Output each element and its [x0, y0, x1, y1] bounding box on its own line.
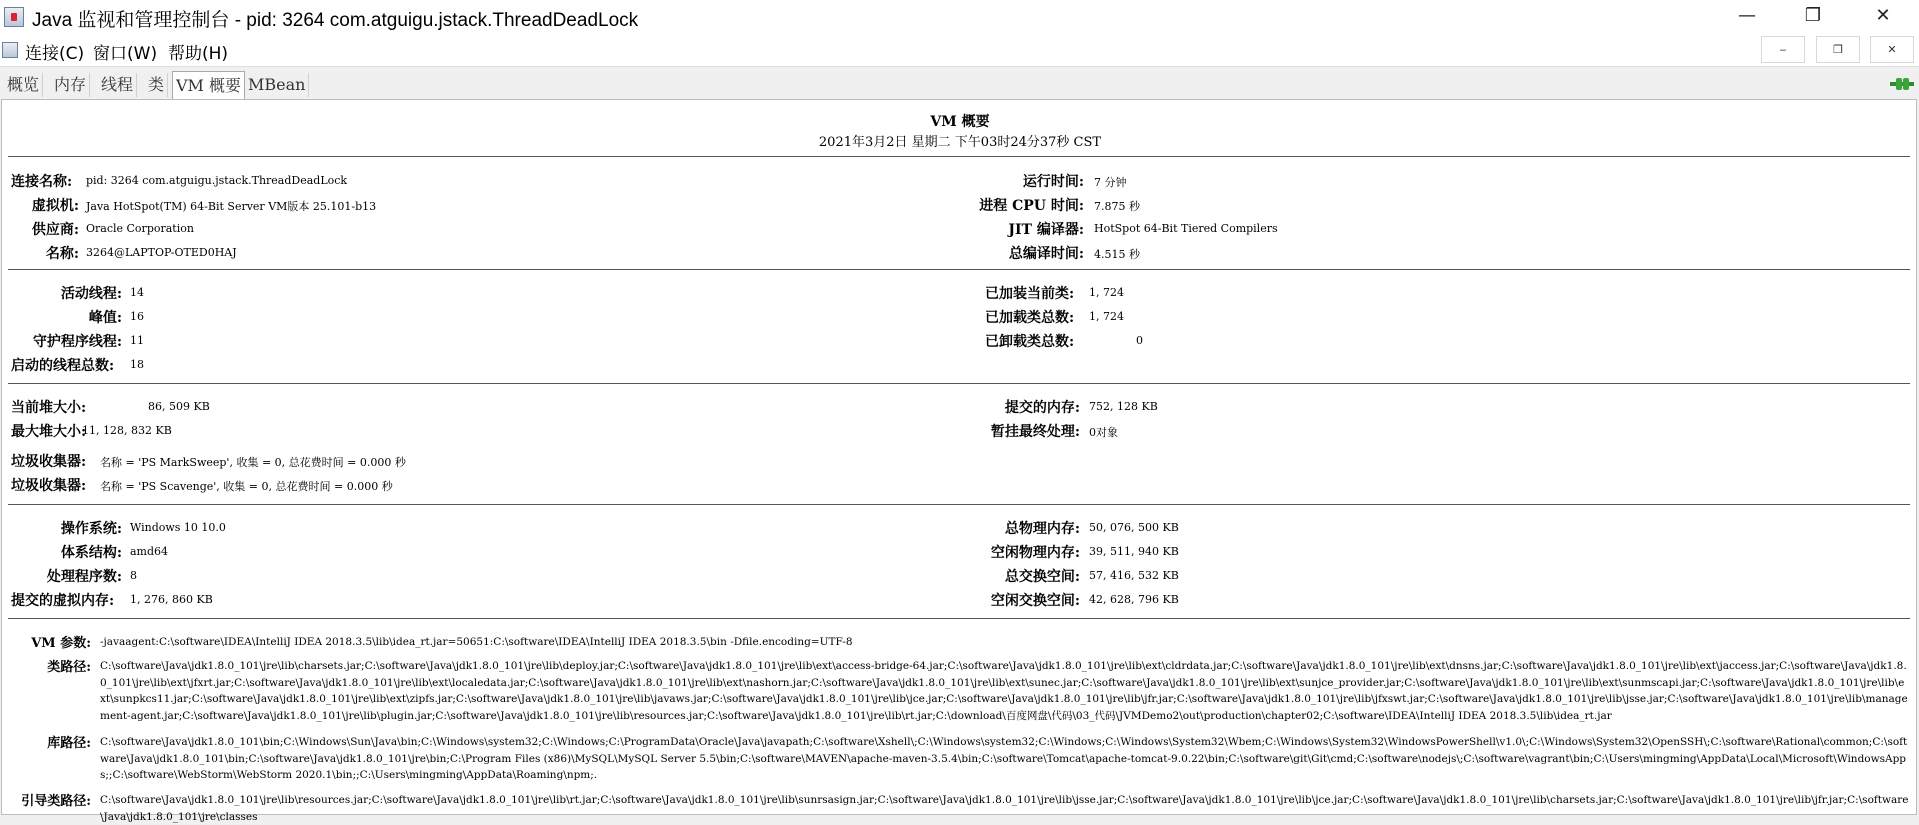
name-value: 3264@LAPTOP-OTED0HAJ [86, 246, 237, 259]
tab-memory[interactable]: 内存 [51, 73, 90, 97]
gc-markSweep-label: 垃圾收集器: [11, 454, 87, 470]
processors-label: 处理程序数: [46, 569, 122, 585]
mdi-minimize-button[interactable]: ‒ [1761, 36, 1805, 63]
total-physical-memory-value: 50, 076, 500 KB [1089, 521, 1179, 534]
started-threads-label: 启动的线程总数: [11, 358, 115, 374]
gc-scavenge-label: 垃圾收集器: [11, 478, 87, 494]
boot-classpath-value: C:\software\Java\jdk1.8.0_101\jre\lib\resources.jar;C:\software\Java\jdk1.8.0_101\jre\lib\rt.jar;C:\software\Java\jdk1.8.0_101\jre\lib\sunrsasign.jar;C:\software\Java\jdk1.8.0_101\jre\lib\jsse.jar;C:\software\Java\jdk1.8.0_101\jre\lib\jce.jar;C:\software\Java\jdk1.8.0_101\jre\lib\charsets.jar;C:\software\Java\jdk1.8.0_101\jre\lib\jfr.jar;C:\software\Java\jdk1.8.0_101\jre\classes [100, 794, 1909, 823]
divider [8, 269, 1910, 270]
live-threads-label: 活动线程: [60, 286, 122, 302]
divider [8, 156, 1910, 157]
committed-memory-label: 提交的内存: [1004, 400, 1080, 416]
loaded-classes-value: 1, 724 [1089, 286, 1124, 299]
total-swap-value: 57, 416, 532 KB [1089, 569, 1179, 582]
summary-title: VM 概要 [930, 114, 990, 130]
architecture-label: 体系结构: [60, 545, 122, 561]
gc-markSweep-value: 名称 = 'PS MarkSweep', 收集 = 0, 总花费时间 = 0.000 秒 [100, 456, 406, 469]
tab-vm-summary[interactable]: VM 概要 [172, 71, 245, 99]
compile-time-label: 总编译时间: [1008, 246, 1084, 262]
summary-datetime: 2021年3月2日 星期二 下午03时24分37秒 CST [818, 135, 1102, 150]
jit-compiler-value: HotSpot 64-Bit Tiered Compilers [1094, 222, 1278, 235]
peak-threads-label: 峰值: [88, 310, 122, 326]
boot-classpath-label: 引导类路径: [21, 794, 91, 809]
uptime-value: 7 分钟 [1094, 176, 1127, 189]
tab-overview[interactable]: 概览 [4, 73, 43, 97]
free-physical-memory-value: 39, 511, 940 KB [1089, 545, 1179, 558]
os-value: Windows 10 10.0 [130, 521, 226, 534]
os-label: 操作系统: [60, 521, 122, 537]
max-heap-label: 最大堆大小: [11, 424, 87, 440]
java-menu-icon [2, 42, 18, 58]
free-swap-label: 空闲交换空间: [990, 593, 1080, 609]
mdi-restore-button[interactable]: ❐ [1816, 36, 1860, 63]
divider [8, 504, 1910, 505]
vm-label: 虚拟机: [31, 198, 79, 214]
vm-value: Java HotSpot(TM) 64-Bit Server VM版本 25.101-b13 [86, 200, 377, 213]
menu-window[interactable]: 窗口(W) [93, 44, 158, 64]
close-button[interactable]: ✕ [1875, 5, 1891, 26]
library-path-value: C:\software\Java\jdk1.8.0_101\bin;C:\Windows\Sun\Java\bin;C:\Windows\system32;C:\Windows;C:\ProgramData\Oracle\Java\javapath;C:\software\Xshell\;C:\Windows\system32;C:\Windows;C:\Windows\System32\Wbem;C:\Windows\System32\WindowsPowerShell\v1.0\;C:\Windows\System32\OpenSSH\;C:\software\Rational\common;C:\software\Java\jdk1.8.0_101\bin;C:\software\Java\jdk1.8.0_101\jre\bin;C:\Program Files (x86)\MySQL\MySQL Server 5.5\bin;C:\software\MAVEN\apache-maven-3.5.4\bin;C:\software\Tomcat\apache-tomcat-9.0.22\bin;C:\software\git\Git\cmd;C:\software\nodejs\;C:\software\vagrant\bin;C:\Users\mingming\AppData\Local\Microsoft\WindowsApps;;C:\software\WebStorm\WebStorm 2020.1\bin;;C:\Users\mingming\AppData\Roaming\npm;. [100, 736, 1908, 781]
peak-threads-value: 16 [130, 310, 144, 323]
committed-memory-value: 752, 128 KB [1089, 400, 1158, 413]
jit-compiler-label: JIT 编译器: [1008, 222, 1084, 238]
unloaded-classes-label: 已卸载类总数: [985, 334, 1075, 350]
java-app-icon [4, 7, 24, 27]
menu-bar [0, 34, 1919, 67]
library-path-label: 库路径: [47, 736, 91, 751]
window-title: Java 监视和管理控制台 - pid: 3264 com.atguigu.jstack.ThreadDeadLock [32, 10, 639, 31]
cpu-time-value: 7.875 秒 [1094, 200, 1140, 213]
divider [8, 383, 1910, 384]
tab-classes[interactable]: 类 [145, 73, 168, 97]
free-swap-value: 42, 628, 796 KB [1089, 593, 1179, 606]
connection-name-label: 连接名称: [11, 174, 73, 190]
connection-name-value: pid: 3264 com.atguigu.jstack.ThreadDeadLock [86, 174, 348, 187]
architecture-value: amd64 [130, 545, 169, 558]
menu-help[interactable]: 帮助(H) [168, 44, 229, 64]
loaded-classes-label: 已加装当前类: [985, 286, 1075, 302]
tab-threads[interactable]: 线程 [98, 73, 137, 97]
committed-virtual-memory-value: 1, 276, 860 KB [130, 593, 213, 606]
total-loaded-classes-label: 已加载类总数: [985, 310, 1075, 326]
restore-button[interactable]: ❐ [1804, 5, 1822, 26]
total-loaded-classes-value: 1, 724 [1089, 310, 1124, 323]
mdi-close-button[interactable]: ✕ [1870, 36, 1914, 63]
pending-finalization-label: 暂挂最终处理: [990, 424, 1080, 440]
heap-size-value: 86, 509 KB [148, 400, 210, 413]
connection-status-icon [1890, 76, 1914, 92]
uptime-label: 运行时间: [1022, 174, 1084, 190]
processors-value: 8 [130, 569, 137, 582]
title-bar [0, 0, 1919, 34]
classpath-value: C:\software\Java\jdk1.8.0_101\jre\lib\charsets.jar;C:\software\Java\jdk1.8.0_101\jre\lib\deploy.jar;C:\software\Java\jdk1.8.0_101\jre\lib\ext\access-bridge-64.jar;C:\software\Java\jdk1.8.0_101\jre\lib\ext\cldrdata.jar;C:\software\Java\jdk1.8.0_101\jre\lib\ext\dnsns.jar;C:\software\Java\jdk1.8.0_101\jre\lib\ext\jaccess.jar;C:\software\Java\jdk1.8.0_101\jre\lib\ext\jfxrt.jar;C:\software\Java\jdk1.8.0_101\jre\lib\ext\localedata.jar;C:\software\Java\jdk1.8.0_101\jre\lib\ext\nashorn.jar;C:\software\Java\jdk1.8.0_101\jre\lib\ext\sunec.jar;C:\software\Java\jdk1.8.0_101\jre\lib\ext\sunjce_provider.jar;C:\software\Java\jdk1.8.0_101\jre\lib\ext\sunmscapi.jar;C:\software\Java\jdk1.8.0_101\jre\lib\ext\sunpkcs11.jar;C:\software\Java\jdk1.8.0_101\jre\lib\ext\zipfs.jar;C:\software\Java\jdk1.8.0_101\jre\lib\javaws.jar;C:\software\Java\jdk1.8.0_101\jre\lib\jce.jar;C:\software\Java\jdk1.8.0_101\jre\lib\jfr.jar;C:\software\Java\jdk1.8.0_101\jre\lib\jfxswt.jar;C:\software\Java\jdk1.8.0_101\jre\lib\jsse.jar;C:\software\Java\jdk1.8.0_101\jre\lib\management-agent.jar;C:\software\Java\jdk1.8.0_101\jre\lib\plugin.jar;C:\software\Java\jdk1.8.0_101\jre\lib\resources.jar;C:\software\Java\jdk1.8.0_101\jre\lib\rt.jar;C:\download\百度网盘\代码\03_代码\JVMDemo2\out\production\chapter02;C:\software\IDEA\IntelliJ IDEA 2018.3.5\lib\idea_rt.jar [100, 660, 1908, 722]
total-swap-label: 总交换空间: [1004, 569, 1080, 585]
vm-args-value: -javaagent:C:\software\IDEA\IntelliJ IDEA 2018.3.5\lib\idea_rt.jar=50651:C:\software\IDEA\IntelliJ IDEA 2018.3.5\bin -Dfile.encoding=UTF-8 [100, 636, 853, 648]
committed-virtual-memory-label: 提交的虚拟内存: [11, 593, 115, 609]
vendor-label: 供应商: [31, 222, 79, 238]
cpu-time-label: 进程 CPU 时间: [979, 198, 1084, 214]
vm-args-label: VM 参数: [31, 636, 91, 651]
daemon-threads-value: 11 [130, 334, 144, 347]
max-heap-value: 11, 128, 832 KB [82, 424, 172, 437]
minimize-button[interactable]: — [1738, 5, 1756, 26]
daemon-threads-label: 守护程序线程: [32, 334, 122, 350]
gc-scavenge-value: 名称 = 'PS Scavenge', 收集 = 0, 总花费时间 = 0.000 秒 [100, 480, 393, 493]
classpath-label: 类路径: [47, 660, 91, 675]
vm-summary-panel [1, 99, 1917, 823]
menu-connection[interactable]: 连接(C) [25, 44, 85, 64]
started-threads-value: 18 [130, 358, 144, 371]
free-physical-memory-label: 空闲物理内存: [990, 545, 1080, 561]
live-threads-value: 14 [130, 286, 144, 299]
vendor-value: Oracle Corporation [86, 222, 194, 235]
heap-size-label: 当前堆大小: [11, 400, 87, 416]
tab-bar [0, 71, 1919, 99]
pending-finalization-value: 0对象 [1089, 426, 1118, 439]
name-label: 名称: [45, 246, 79, 262]
divider [8, 618, 1910, 619]
unloaded-classes-value: 0 [1136, 334, 1143, 347]
compile-time-value: 4.515 秒 [1094, 248, 1140, 261]
total-physical-memory-label: 总物理内存: [1004, 521, 1080, 537]
tab-mbean[interactable]: MBean [245, 73, 309, 97]
